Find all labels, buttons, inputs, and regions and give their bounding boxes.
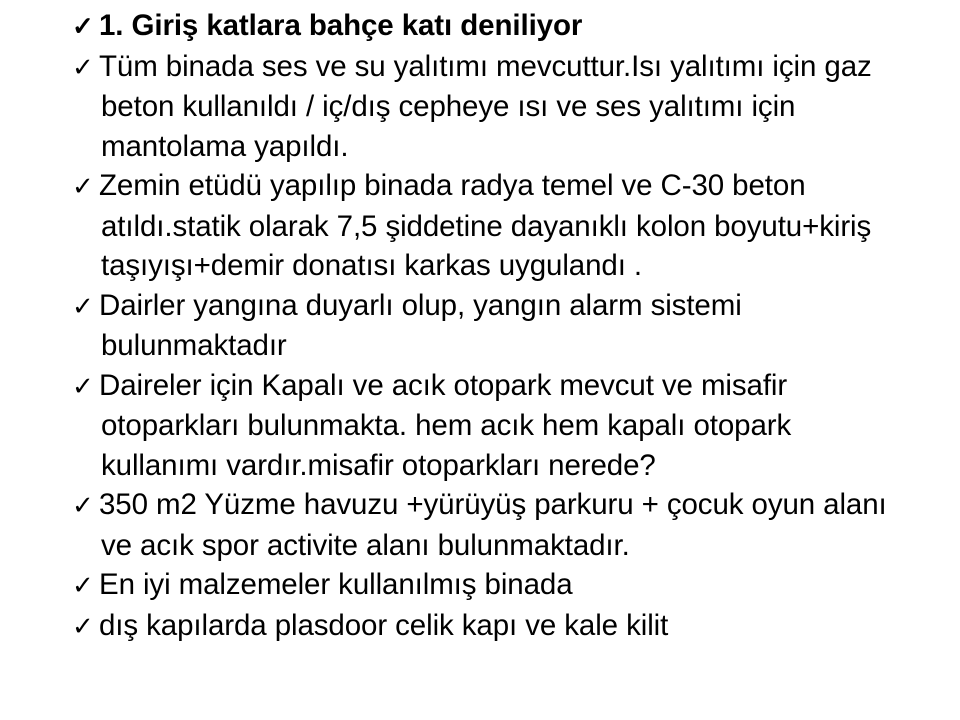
list-item xyxy=(72,485,905,565)
list-item-text: En iyi malzemeler kullanılmış binada xyxy=(99,568,573,601)
checkmark-icon: ✓ xyxy=(72,610,94,641)
list-item xyxy=(72,606,905,647)
checkmark-icon: ✓ xyxy=(72,370,94,401)
bullet-list xyxy=(72,6,905,646)
list-item xyxy=(72,47,905,167)
checkmark-icon: ✓ xyxy=(72,290,94,321)
list-item-text: Tüm binada ses ve su yalıtımı mevcuttur.Isı yalıtımı için gaz beton kullanıldı / iç/dış cepheye ısı ve ses yalıtımı için mantolama yapıldı. xyxy=(99,49,872,163)
checkmark-icon: ✓ xyxy=(72,171,94,201)
list-item-text: Daireler için Kapalı ve acık otopark mevcut ve misafir otoparkları bulunmakta. hem acık hem kapalı otopark kullanımı vardır.misafir otoparkları nerede? xyxy=(99,368,792,482)
list-item-text: 1. Giriş katlara bahçe katı deniliyor xyxy=(99,9,583,42)
list-item xyxy=(72,565,905,606)
list-item-text: dış kapılarda plasdoor celik kapı ve kale kilit xyxy=(99,608,669,642)
list-item-text: 350 m2 Yüzme havuzu +yürüyüş parkuru + çocuk oyun alanı ve acık spor activite alanı bulunmaktadır. xyxy=(99,488,887,562)
checkmark-icon: ✓ xyxy=(72,51,94,82)
list-item-text: Zemin etüdü yapılıp binada radya temel ve C-30 beton atıldı.statik olarak 7,5 şiddetine dayanıklı kolon boyutu+kiriş taşıyışı+demir donatısı karkas uygulandı . xyxy=(99,169,872,282)
list-item xyxy=(72,286,905,366)
list-item xyxy=(72,6,905,47)
checkmark-icon: ✓ xyxy=(72,570,94,600)
checkmark-icon: ✓ xyxy=(72,11,94,41)
list-item-text: Dairler yangına duyarlı olup, yangın alarm sistemi bulunmaktadır xyxy=(99,288,742,362)
list-item xyxy=(72,166,905,286)
list-item xyxy=(72,366,905,486)
checkmark-icon: ✓ xyxy=(72,490,94,520)
